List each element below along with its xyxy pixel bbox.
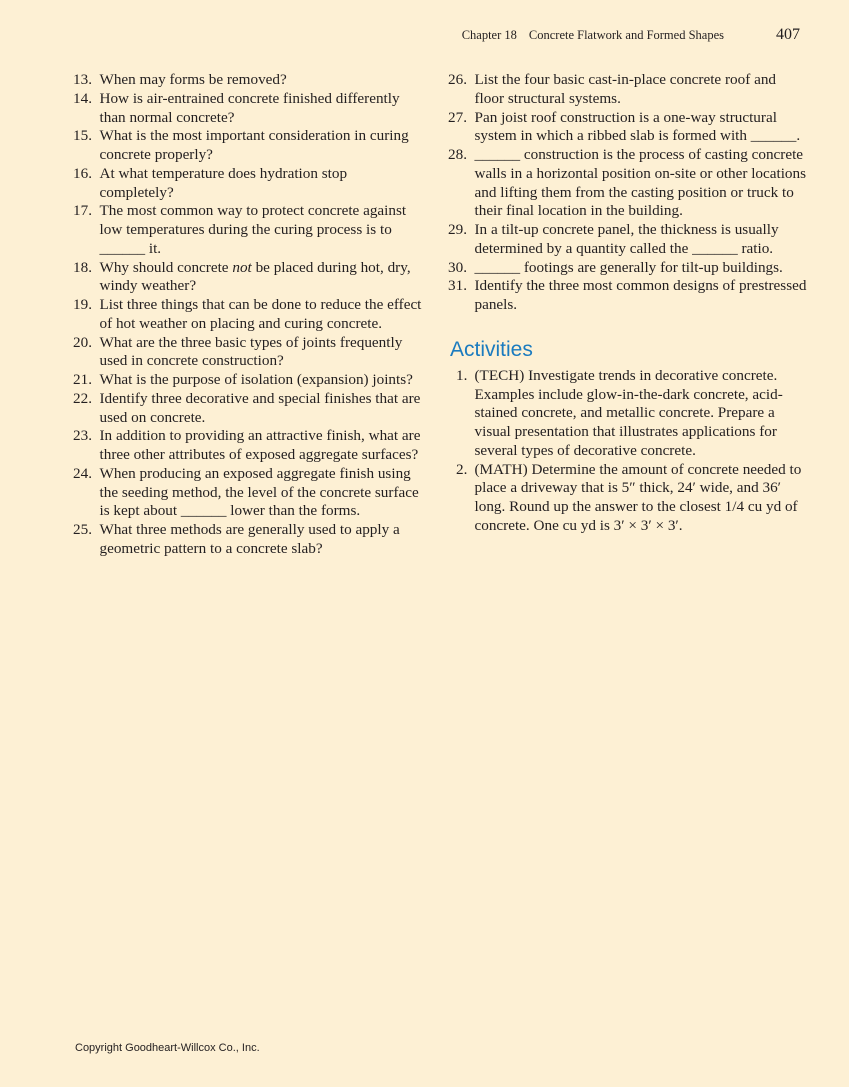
review-question-text: What are the three basic types of joints frequently used in concrete construction? — [99, 333, 403, 370]
review-questions-left — [73, 71, 425, 559]
review-question-text: Identify the three most common designs of prestressed panels. — [474, 277, 807, 313]
activity-item-text: (TECH) Investigate trends in decorative concrete. Examples include glow-in-the-dark concrete, acid-stained concrete, and metallic concrete. Prepare a visual presentation that illustrates applications for several types of decorative concrete. — [474, 366, 783, 459]
review-question-text: What three methods are generally used to apply a geometric pattern to a concrete slab? — [99, 521, 400, 557]
review-question — [448, 259, 808, 278]
review-question — [73, 521, 425, 559]
review-questions-right — [448, 71, 808, 315]
review-question-number: 16. — [73, 164, 92, 182]
review-question — [448, 221, 808, 259]
review-question-number: 15. — [73, 127, 92, 145]
review-question-text: ______ footings are generally for tilt-up buildings. — [474, 258, 783, 276]
review-question-text: List three things that can be done to reduce the effect of hot weather on placing and curing concrete. — [99, 296, 422, 332]
activity-item-number: 2. — [456, 460, 468, 478]
review-question-number: 25. — [73, 521, 92, 538]
review-question — [73, 259, 425, 297]
left-column — [73, 71, 425, 559]
review-question — [73, 71, 425, 90]
activity-item-text: (MATH) Determine the amount of concrete needed to place a driveway that is 5″ thick, 24′ wide, and 36′ long. Round up the answer to the closest 1/4 cu yd of concrete. One cu yd is 3′ × 3′ × 3′. — [474, 460, 802, 534]
review-question-number: 18. — [73, 258, 92, 276]
review-question — [73, 465, 425, 521]
review-question-number: 24. — [73, 464, 92, 482]
page-number: 407 — [776, 26, 800, 43]
review-question-text: How is air-entrained concrete finished differently than normal concrete? — [99, 89, 400, 126]
review-question — [73, 127, 425, 165]
review-question-text: When may forms be removed? — [99, 71, 287, 88]
review-question-number: 23. — [73, 427, 92, 445]
review-question-text: In a tilt-up concrete panel, the thickness is usually determined by a quantity called the ______ ratio. — [474, 221, 779, 257]
review-question-text: List the four basic cast-in-place concrete roof and floor structural systems. — [474, 71, 777, 107]
review-question-number: 21. — [73, 371, 92, 388]
right-column — [448, 71, 808, 536]
review-question-number: 20. — [73, 333, 92, 351]
chapter-label: Chapter 18 — [461, 28, 517, 42]
review-question — [73, 165, 425, 203]
review-question-number: 13. — [73, 71, 92, 88]
review-question-text: The most common way to protect concrete against low temperatures during the curing process is to ______ it. — [99, 202, 407, 257]
review-question-text: At what temperature does hydration stop completely? — [99, 164, 348, 201]
activity-item — [448, 367, 808, 461]
review-question — [73, 334, 425, 372]
review-question-text: What is the most important consideration in curing concrete properly? — [99, 127, 409, 163]
review-question-text: What is the purpose of isolation (expansion) joints? — [99, 371, 413, 388]
review-question-number: 28. — [448, 146, 467, 163]
review-question-number: 27. — [448, 108, 467, 126]
review-question — [73, 390, 425, 428]
review-question-text: not — [232, 258, 252, 276]
review-question — [448, 71, 808, 109]
review-question-number: 29. — [448, 221, 467, 238]
review-question — [73, 296, 425, 334]
activities-list — [448, 367, 808, 536]
review-question-text: be placed during hot, dry, windy weather? — [99, 258, 411, 295]
review-question-text: In addition to providing an attractive finish, what are three other attributes of exposed aggregate surfaces? — [99, 427, 421, 463]
review-question-text: When producing an exposed aggregate finish using the seeding method, the level of the concrete surface is kept about ______ lower than the forms. — [99, 464, 419, 520]
review-question-number: 30. — [448, 258, 467, 276]
review-question-number: 22. — [73, 389, 92, 407]
review-question-text: Identify three decorative and special finishes that are used on concrete. — [99, 389, 421, 426]
activity-item — [448, 461, 808, 536]
copyright-notice: Copyright Goodheart-Willcox Co., Inc. — [75, 1042, 260, 1054]
review-question — [448, 277, 808, 315]
review-question-number: 17. — [73, 202, 92, 220]
review-question — [73, 371, 425, 390]
activity-item-number: 1. — [456, 366, 468, 384]
review-question — [73, 202, 425, 258]
review-question — [73, 427, 425, 465]
running-head — [462, 26, 800, 44]
review-question — [448, 146, 808, 221]
chapter-title: Concrete Flatwork and Formed Shapes — [528, 28, 724, 42]
review-question — [448, 109, 808, 147]
review-question — [73, 90, 425, 128]
review-question-number: 26. — [448, 71, 467, 88]
review-question-number: 31. — [448, 277, 467, 295]
review-question-number: 14. — [73, 89, 92, 107]
activities-heading: Activities — [450, 337, 533, 361]
review-question-text: ______ construction is the process of casting concrete walls in a horizontal position on-site or other locations and lifting them from the casting position or truck to their final location in the building. — [474, 146, 807, 220]
review-question-text: Why should concrete — [99, 258, 233, 276]
review-question-number: 19. — [73, 296, 92, 313]
review-question-text: Pan joist roof construction is a one-way structural system in which a ribbed slab is formed with ______. — [474, 108, 801, 145]
